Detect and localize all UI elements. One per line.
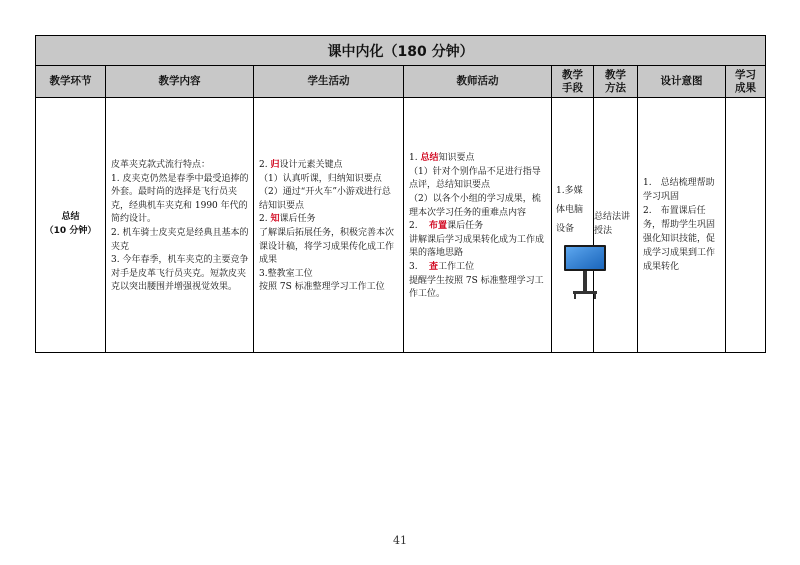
keyword: 归: [270, 160, 280, 171]
student-line: 2. 归设计元素关键点: [259, 160, 343, 171]
student-activity-cell: [254, 98, 404, 353]
header-teacher-activity: 教师活动: [404, 66, 552, 98]
means-line: 设备: [556, 223, 575, 234]
design-item: 1. 总结梳理帮助学习巩固: [643, 178, 715, 202]
lesson-plan-table: [35, 35, 766, 353]
student-line: 按照 7S 标准整理学习工作工位: [259, 282, 385, 293]
content-line: 2. 机车骑士皮夹克是经典且基本的夹克: [111, 228, 249, 252]
stage-cell: [36, 98, 106, 353]
teacher-activity-cell: [404, 98, 552, 353]
header-means: 教学 手段: [552, 66, 594, 98]
content-cell: [106, 98, 254, 353]
keyword: 知: [270, 214, 280, 225]
teacher-line: （1）针对个别作品不足进行指导点评，总结知识要点: [409, 166, 541, 191]
keyword: 查: [429, 261, 439, 272]
teacher-line: 2. 布置课后任务: [409, 221, 484, 232]
teacher-line: 提醒学生按照 7S 标准整理学习工作工位。: [409, 275, 544, 300]
method-cell: 总结法讲授法: [594, 98, 638, 353]
teacher-line: 讲解课后学习成果转化成为工作成果的落地思路: [409, 234, 545, 259]
header-student-activity: 学生活动: [254, 66, 404, 98]
content-line: 3. 今年春季，机车夹克的主要竞争对手是皮革飞行员夹克。短款皮夹克以突出腰围并增强视觉效果。: [111, 255, 249, 293]
means-cell: [552, 98, 594, 353]
computer-monitor-icon: [562, 243, 608, 301]
header-content: 教学内容: [106, 66, 254, 98]
stage-duration: （10 分钟）: [44, 226, 97, 236]
outcome-cell: [726, 98, 766, 353]
stage-name: 总结: [61, 212, 80, 223]
keyword: 布置: [429, 221, 448, 232]
content-line: 1. 皮夹克仍然是春季中最受追捧的外套。最时尚的选择是飞行员夹克，经典机车夹克和 1990 年代的简约设计。: [111, 173, 249, 225]
student-line: 2. 知课后任务: [259, 214, 316, 225]
means-line: 1.多媒: [556, 185, 583, 196]
means-line: 体电脑: [556, 204, 584, 215]
design-item: 2. 布置课后任务，帮助学生巩固强化知识技能，促成学习成果到工作成果转化: [643, 206, 716, 272]
keyword: 总结: [420, 153, 439, 164]
student-line: （2）通过“开火车”小游戏进行总结知识要点: [259, 187, 391, 211]
student-line: 了解课后拓展任务，积极完善本次课设计稿，将学习成果传化成工作成果: [259, 228, 395, 266]
design-intent-cell: [638, 98, 726, 353]
student-line: （1）认真听课，归纳知识要点: [259, 173, 382, 184]
header-outcome: 学习 成果: [726, 66, 766, 98]
header-method: 教学 方法: [594, 66, 638, 98]
teacher-line: 3. 查工作工位: [409, 261, 475, 272]
table-title: 课中内化（180 分钟）: [36, 36, 766, 66]
teacher-line: （2）以各个小组的学习成果，梳理本次学习任务的重难点内容: [409, 194, 541, 218]
page-number: 41: [393, 534, 407, 547]
content-line: 皮革夹克款式流行特点：: [111, 160, 211, 171]
teacher-line: 1. 总结知识要点: [409, 153, 475, 164]
header-stage: 教学环节: [36, 66, 106, 98]
student-line: 3.整教室工位: [259, 268, 313, 279]
header-design-intent: 设计意图: [638, 66, 726, 98]
